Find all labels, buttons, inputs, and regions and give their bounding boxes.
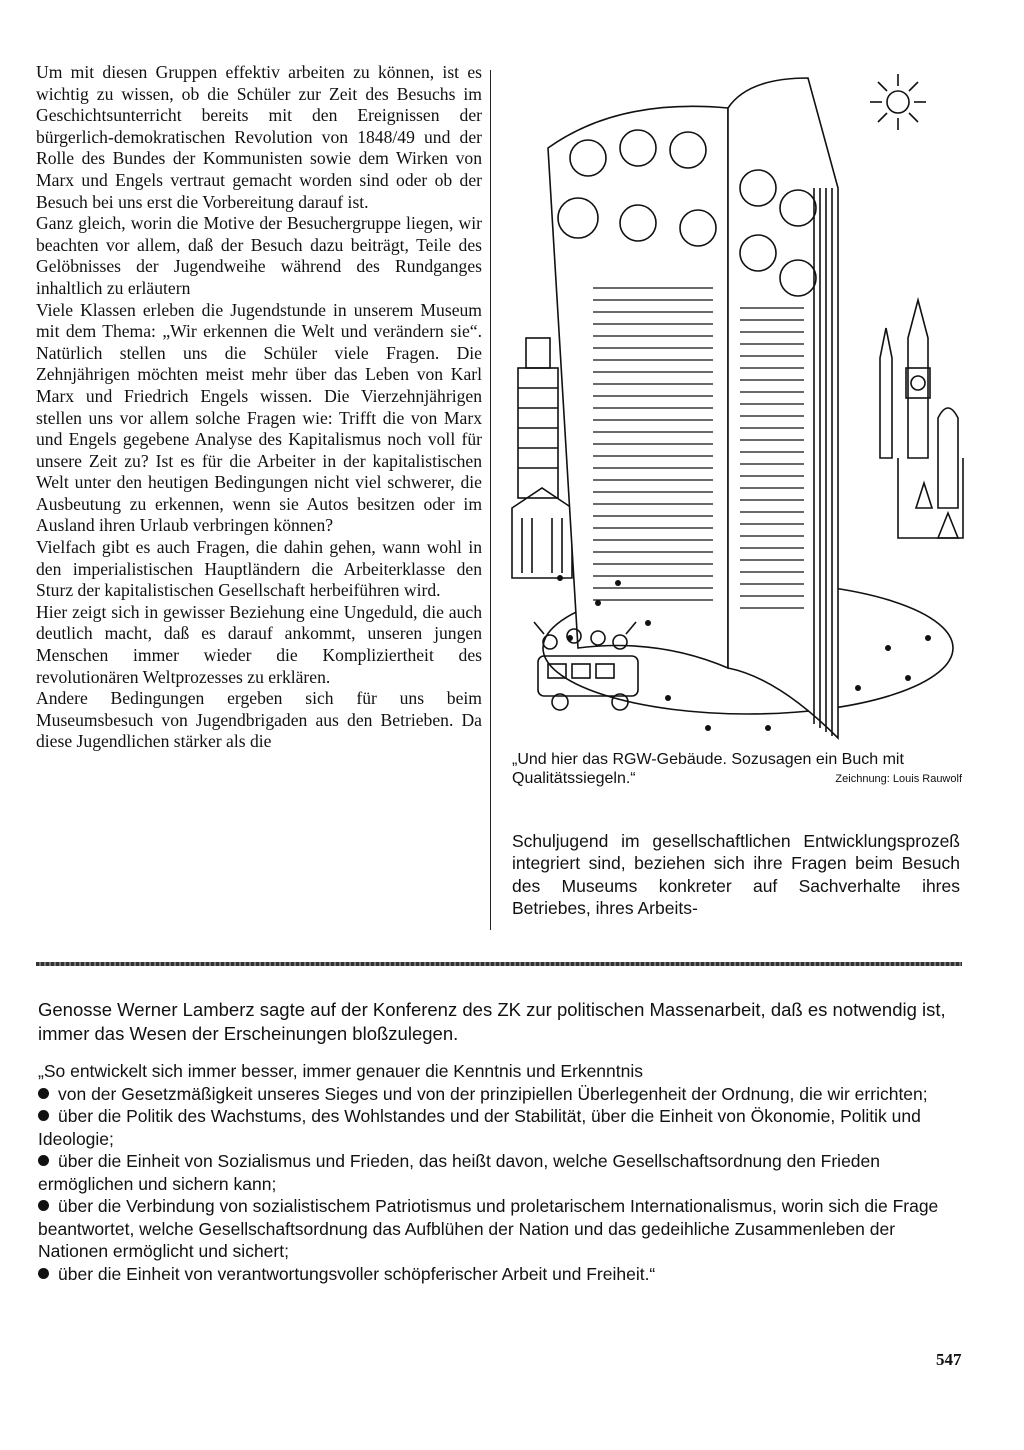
list-item	[38, 1150, 968, 1195]
list-item	[38, 1263, 968, 1286]
rgw-book-building-illustration	[508, 38, 968, 750]
illustration-caption	[512, 750, 962, 788]
caption-text: „Und hier das RGW-Gebäude. Sozusagen ein Buch mit Qualitätssiegeln.“	[512, 751, 904, 787]
caption-credit: Zeichnung: Louis Rauwolf	[835, 773, 962, 785]
bullet-icon	[38, 1268, 49, 1279]
paragraph: Vielfach gibt es auch Fragen, die dahin gehen, wann wohl in den imperialistischen Hauptländern die Arbeiterklasse den Sturz der kapitalistischen Gesellschaft herbeiführen wird.	[36, 537, 482, 601]
quote-intro: Genosse Werner Lamberz sagte auf der Konferenz des ZK zur politischen Massenarbeit, daß es notwendig ist, immer das Wesen der Erscheinungen bloßzulegen.	[38, 999, 946, 1044]
list-item-text: von der Gesetzmäßigkeit unseres Sieges und von der prinzipiellen Überlegenheit der Ordnung, die wir errichten;	[58, 1083, 928, 1104]
bullet-icon	[38, 1110, 49, 1121]
kremlin-towers-right	[880, 300, 963, 538]
section-divider	[36, 962, 962, 966]
list-item	[38, 1083, 968, 1106]
list-item	[38, 1105, 968, 1150]
quote-opening: „So entwickelt sich immer besser, immer genauer die Kenntnis und Erkenntnis	[38, 1061, 643, 1081]
quote-list	[38, 1083, 968, 1286]
list-item-text: über die Einheit von Sozialismus und Frieden, das heißt davon, welche Gesellschaftsordnung den Frieden ermöglichen und sichern kann;	[38, 1151, 881, 1194]
paragraph: Viele Klassen erleben die Jugendstunde in unserem Museum mit dem Thema: „Wir erkennen die Welt und verändern sie“. Natürlich stellen uns die Schüler viele Fragen. Die Zehnjährigen möchten meist mehr über das Leben von Karl Marx und Friedrich Engels wissen. Die Vierzehnjährigen stellen uns vor allem solche Fragen wie: Trifft die von Marx und Engels gegebene Analyse des Kapitalismus noch voll für unsere Zeit zu? Ist es für die Arbeiter in der kapitalistischen Welt unter den heutigen Bedingungen nicht viel schwerer, die Ausbeutung zu erkennen, wenn sie Autos besitzen oder im Ausland ihren Urlaub verbringen können?	[36, 299, 482, 536]
list-item-text: über die Einheit von verantwortungsvoller schöpferischer Arbeit und Freiheit.“	[58, 1263, 656, 1284]
bullet-icon	[38, 1088, 49, 1099]
list-item	[38, 1195, 968, 1263]
paragraph: Um mit diesen Gruppen effektiv arbeiten zu können, ist es wichtig zu wissen, ob die Schüler zur Zeit des Besuchs im Geschichtsunterricht bereits mit den Ereignissen der bürgerlich-demokratischen Revolution von 1848/49 und der Rolle des Bundes der Kommunisten sowie dem Wirken von Marx und Engels vertraut gemacht worden sind oder ob der Besuch bei uns erst die Vorbereitung darauf ist.	[36, 62, 482, 212]
paragraph: Andere Bedingungen ergeben sich für uns beim Museumsbesuch von Jugendbrigaden aus den Betrieben. Da diese Jugendlichen stärker als die	[36, 688, 482, 752]
sun-icon	[870, 74, 926, 130]
column-divider	[490, 70, 491, 930]
paragraph: Ganz gleich, worin die Motive der Besuchergruppe liegen, wir beachten vor allem, daß der Besuch dazu beiträgt, Teile des Gelöbnisses der Jugendweihe während des Rundganges inhaltlich zu erläutern	[36, 213, 482, 298]
bullet-icon	[38, 1200, 49, 1211]
list-item-text: über die Verbindung von sozialistischem Patriotismus und proletarischem Internationalismus, worin sich die Frage beantwortet, welche Gesellschaftsordnung das Aufblühen der Nation und das gedeihliche Zusammenleben der Nationen ermöglicht und sichert;	[38, 1196, 939, 1261]
list-item-text: über die Politik des Wachstums, des Wohlstandes und der Stabilität, über die Einheit von Ökonomie, Politik und Ideologie;	[38, 1106, 921, 1149]
bullet-icon	[38, 1155, 49, 1166]
left-column	[36, 62, 482, 753]
paragraph: Hier zeigt sich in gewisser Beziehung eine Ungeduld, die auch deutlich macht, daß es darauf ankommt, unseren jungen Menschen immer wieder die Kompliziertheit des revolutionären Weltprozesses zu erklären.	[36, 601, 482, 687]
page-number: 547	[936, 1350, 962, 1369]
right-column-text: Schuljugend im gesellschaftlichen Entwicklungsprozeß integriert sind, beziehen sich ihre Fragen beim Besuch des Museums konkreter auf Sachverhalte ihres Betriebes, ihres Arbeits-	[512, 831, 960, 918]
book-left-half	[548, 106, 728, 668]
lamberz-quote-box	[38, 998, 968, 1285]
